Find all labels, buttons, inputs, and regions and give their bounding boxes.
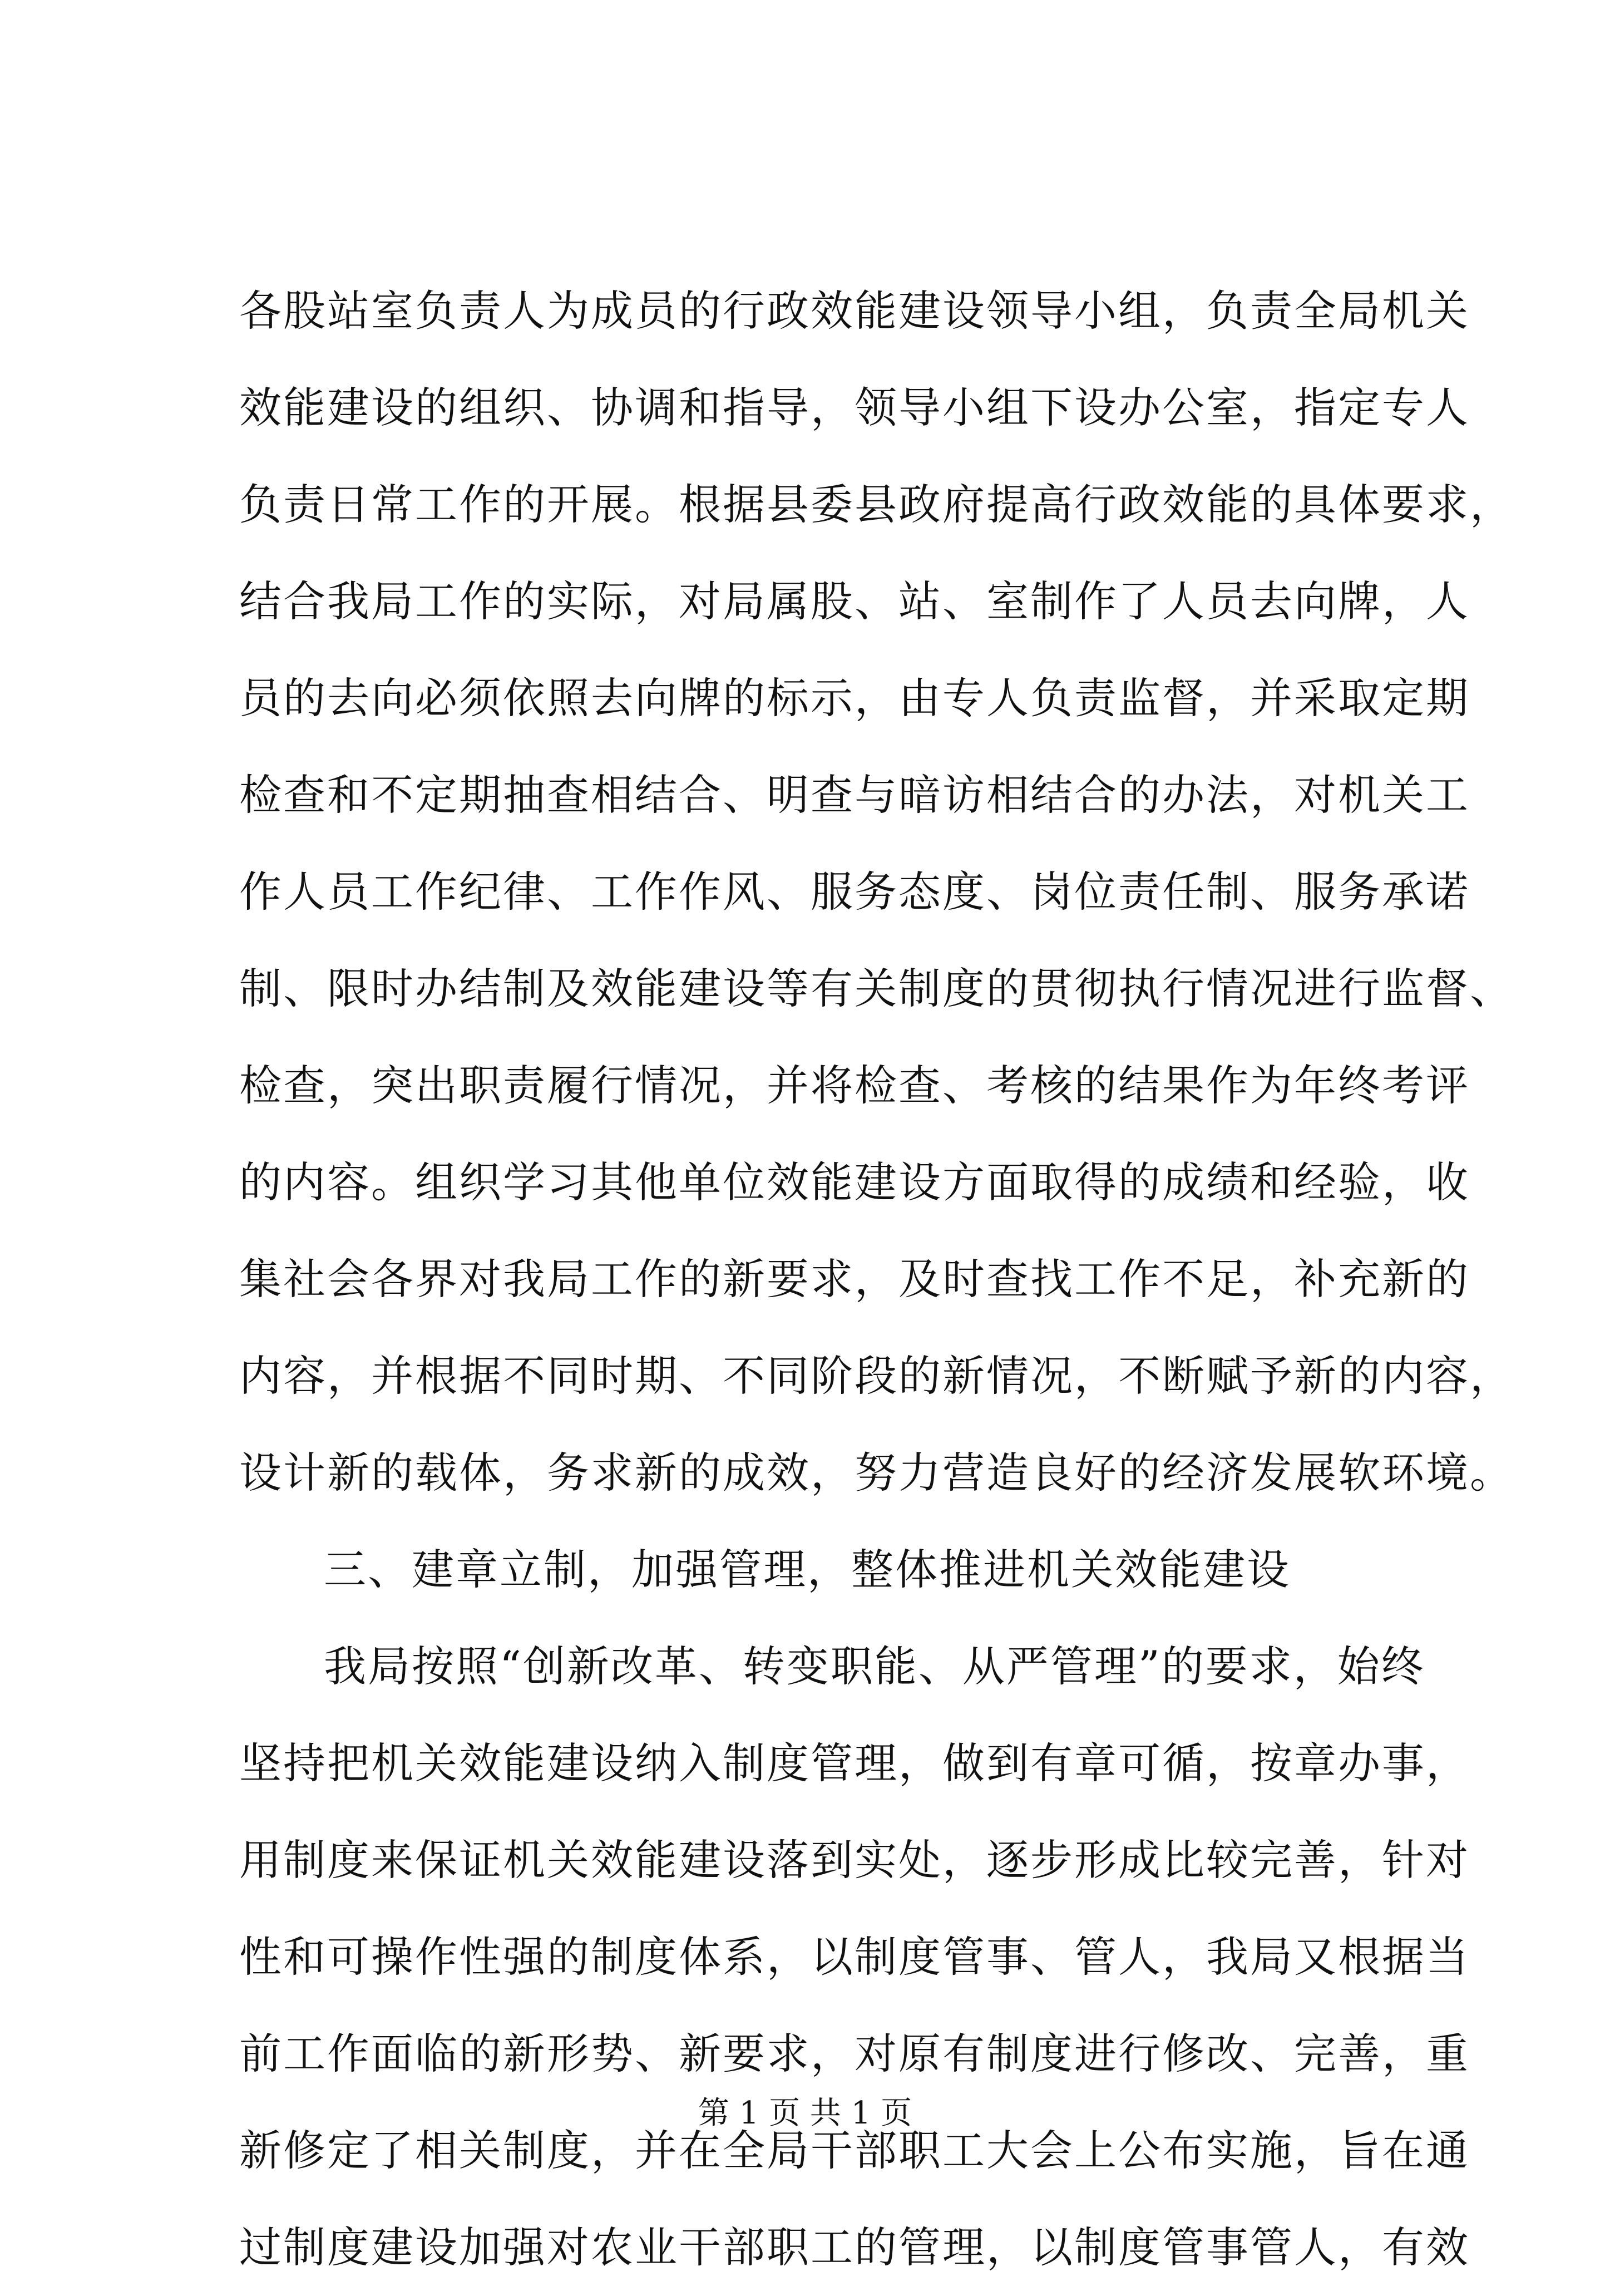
section-heading: 三、建章立制，加强管理，整体推进机关效能建设 <box>324 1545 1291 1594</box>
text-line: 检查和不定期抽查相结合、明查与暗访相结合的办法，对机关工 <box>239 770 1470 820</box>
text-line: 结合我局工作的实际，对局属股、站、室制作了人员去向牌，人 <box>239 577 1470 626</box>
text-line: 员的去向必须依照去向牌的标示，由专人负责监督，并采取定期 <box>239 673 1470 723</box>
text-line: 前工作面临的新形势、新要求，对原有制度进行修改、完善，重 <box>239 2029 1470 2078</box>
text-line: 的内容。组织学习其他单位效能建设方面取得的成绩和经验，收 <box>239 1157 1470 1207</box>
page-number-label: 第 1 页 共 1 页 <box>698 2095 912 2131</box>
text-line: 性和可操作性强的制度体系，以制度管事、管人，我局又根据当 <box>239 1932 1470 1982</box>
text-line: 检查，突出职责履行情况，并将检查、考核的结果作为年终考评 <box>239 1061 1470 1110</box>
text-line: 各股站室负责人为成员的行政效能建设领导小组，负责全局机关 <box>239 286 1470 336</box>
text-line: 我局按照“创新改革、转变职能、从严管理”的要求，始终 <box>324 1642 1425 1691</box>
text-line: 制、限时办结制及效能建设等有关制度的贯彻执行情况进行监督、 <box>239 964 1514 1013</box>
text-line: 过制度建设加强对农业干部职工的管理，以制度管事管人，有效 <box>239 2223 1470 2272</box>
text-line: 设计新的载体，务求新的成效，努力营造良好的经济发展软环境。 <box>239 1448 1514 1497</box>
document-body <box>239 263 1514 2296</box>
text-line: 坚持把机关效能建设纳入制度管理，做到有章可循，按章办事， <box>239 1738 1470 1788</box>
text-line: 负责日常工作的开展。根据县委县政府提高行政效能的具体要求， <box>239 480 1514 529</box>
page-footer <box>0 2091 1610 2136</box>
text-line: 作人员工作纪律、工作作风、服务态度、岗位责任制、服务承诺 <box>239 867 1470 917</box>
text-line: 集社会各界对我局工作的新要求，及时查找工作不足，补充新的 <box>239 1254 1470 1304</box>
text-line: 新修定了相关制度，并在全局干部职工大会上公布实施，旨在通 <box>239 2126 1470 2175</box>
text-line: 用制度来保证机关效能建设落到实处，逐步形成比较完善，针对 <box>239 1835 1470 1885</box>
text-line: 效能建设的组织、协调和指导，领导小组下设办公室，指定专人 <box>239 383 1470 432</box>
text-line: 内容，并根据不同时期、不同阶段的新情况，不断赋予新的内容， <box>239 1351 1514 1401</box>
